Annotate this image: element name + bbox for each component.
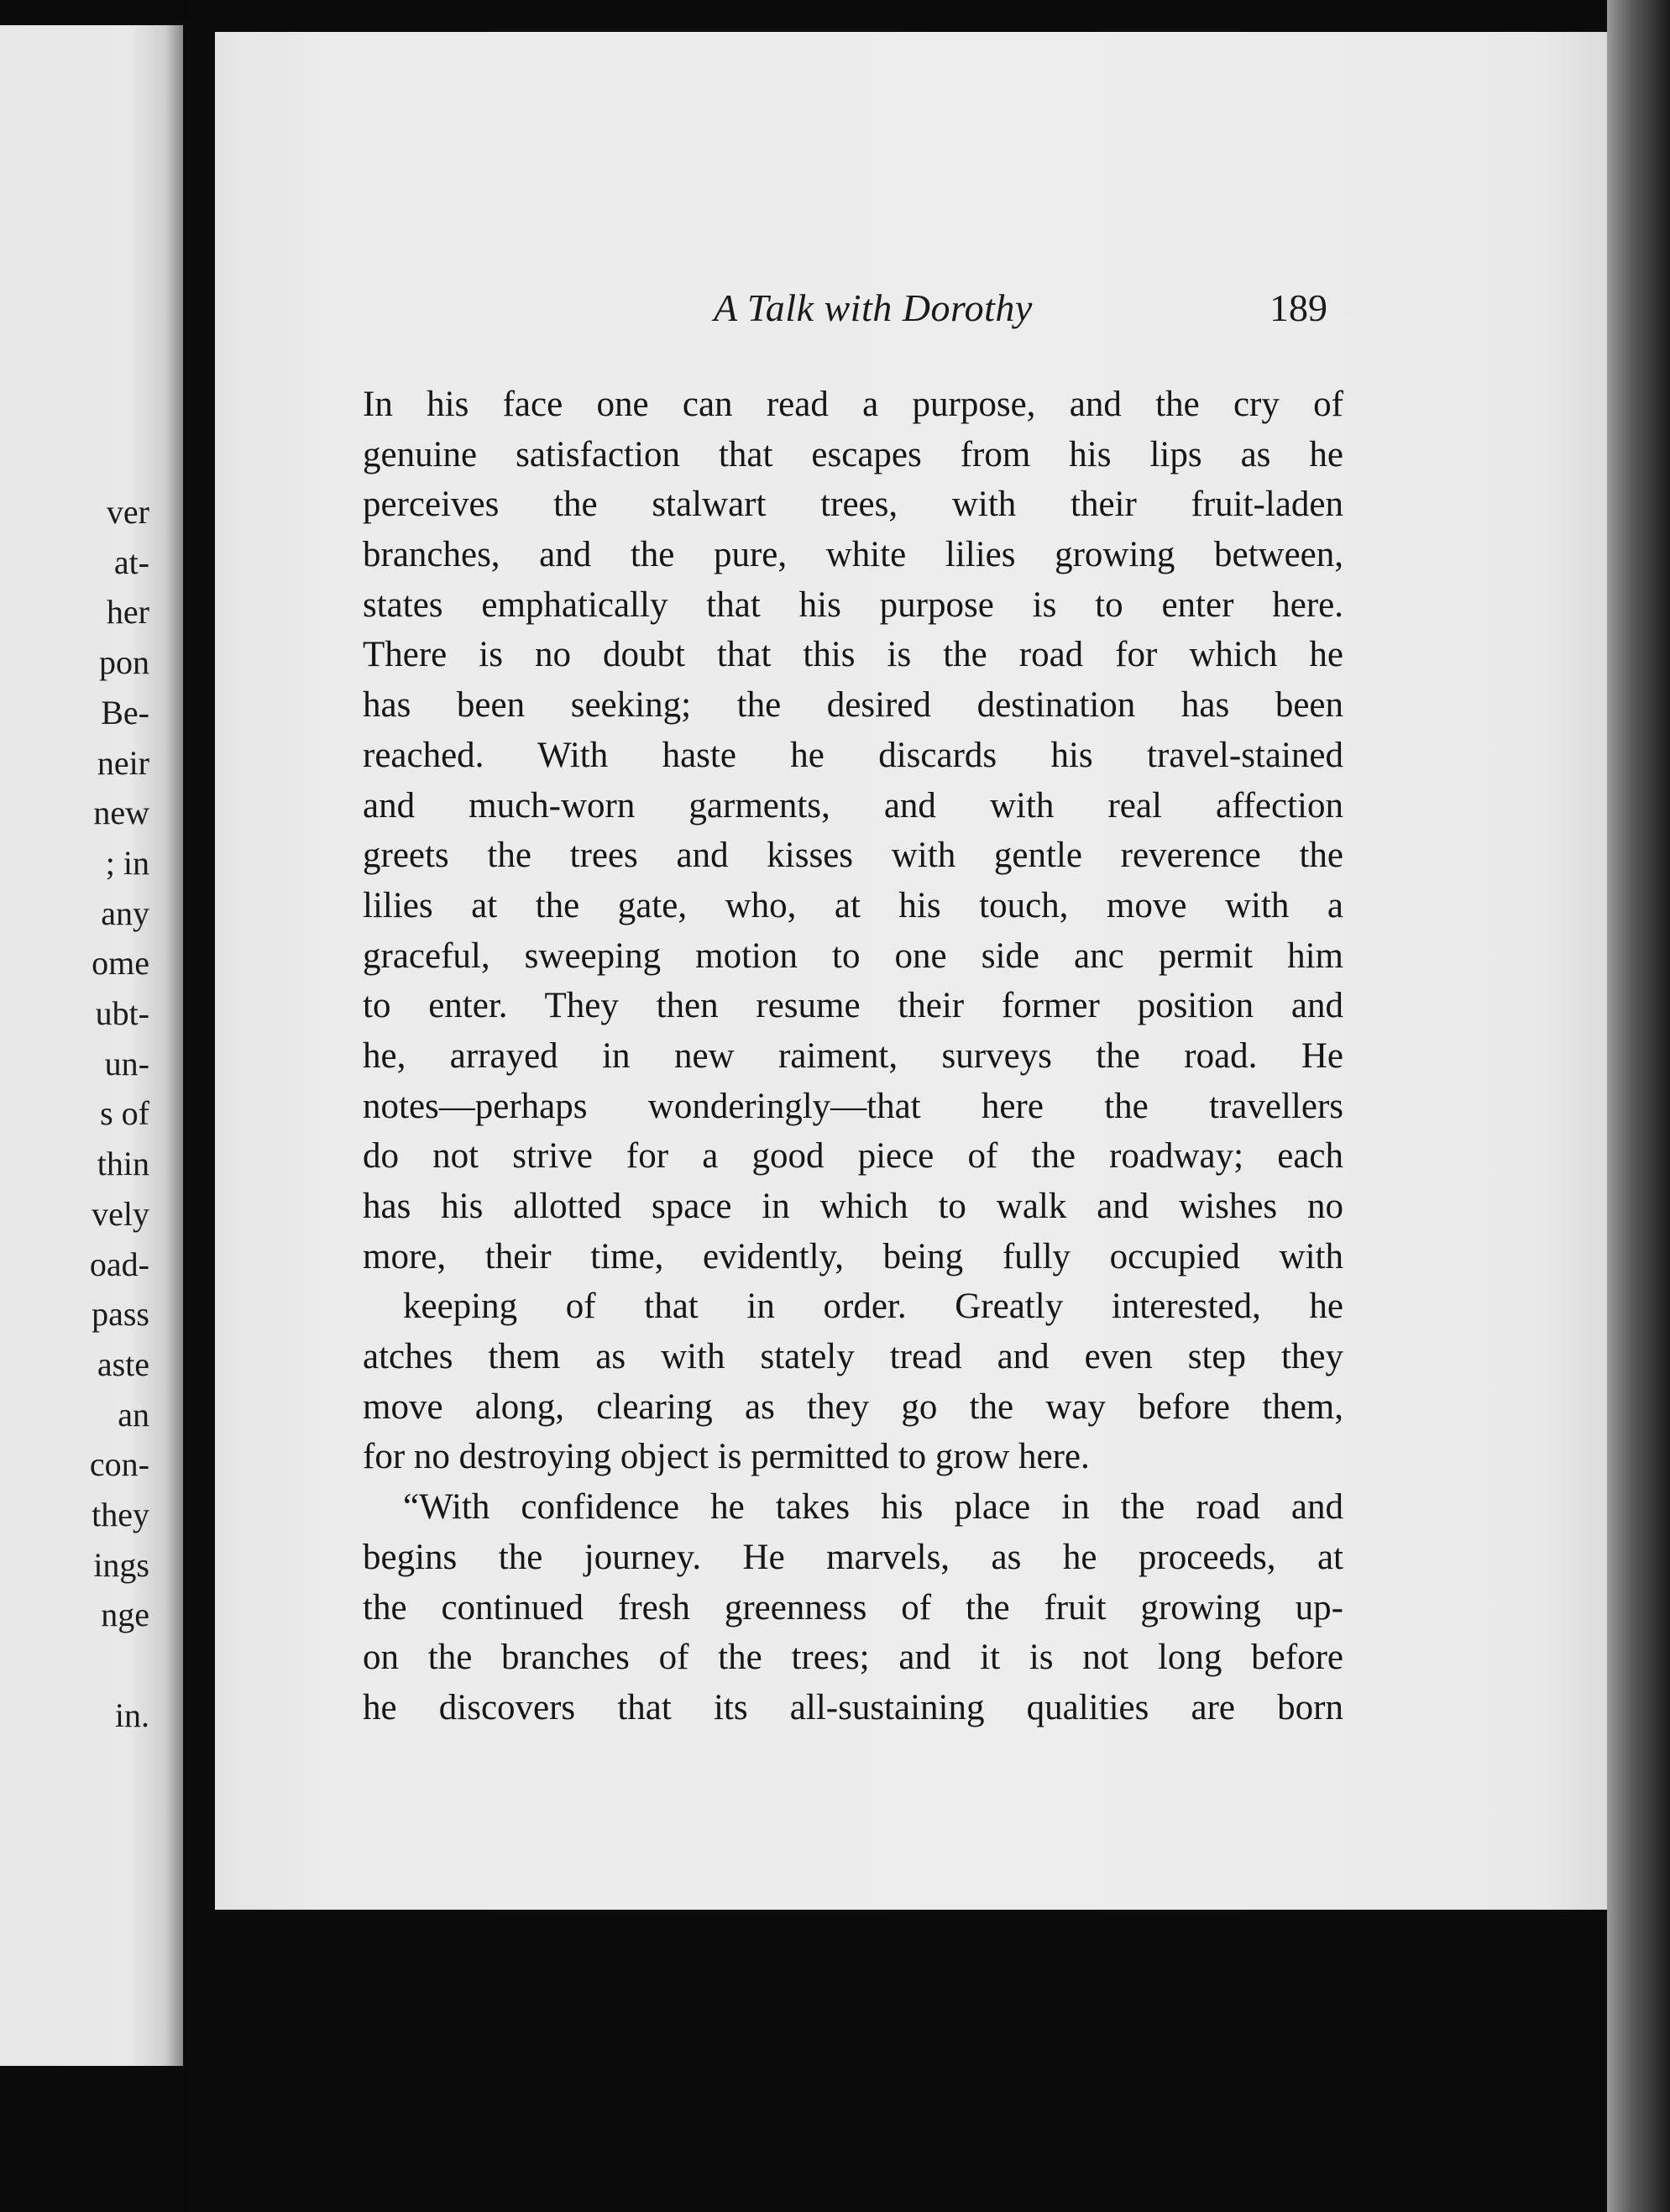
previous-page-line: vely [92, 1194, 149, 1233]
text-line: atches them as with stately tread and even step they [363, 1337, 1343, 1377]
text-line: branches, and the pure, white lilies growing between, [363, 535, 1343, 575]
previous-page-line: new [93, 794, 149, 832]
running-title: A Talk with Dorothy [714, 286, 1033, 329]
previous-page-line: in. [114, 1696, 149, 1734]
previous-page-line: an [118, 1395, 149, 1434]
text-line: he, arrayed in new raiment, surveys the road. He [363, 1035, 1343, 1076]
previous-page-line: pass [92, 1295, 149, 1334]
text-line: There is no doubt that this is the road for which he [363, 635, 1343, 675]
text-line: the continued fresh greenness of the fruit growing up- [363, 1587, 1343, 1628]
previous-page-line: aste [97, 1344, 149, 1383]
text-line: for no destroying object is permitted to grow here. [363, 1437, 1090, 1477]
previous-page-line: pon [99, 643, 149, 682]
text-line: greets the trees and kisses with gentle reverence the [363, 836, 1343, 876]
text-line: graceful, sweeping motion to one side anc permit him [363, 936, 1343, 976]
text-line: notes—perhaps wonderingly—that here the travellers [363, 1086, 1343, 1126]
text-line: to enter. They then resume their former position and [363, 986, 1343, 1026]
text-line: “With confidence he takes his place in the road and [403, 1487, 1343, 1528]
previous-page-line: her [106, 593, 149, 632]
text-line: genuine satisfaction that escapes from his lips as he [363, 434, 1343, 474]
page-number: 189 [1270, 286, 1327, 329]
text-line: states emphatically that his purpose is to enter here. [363, 584, 1343, 625]
text-line: move along, clearing as they go the way before them, [363, 1386, 1343, 1427]
previous-page-line: nge [101, 1596, 149, 1634]
previous-page-line: any [101, 894, 149, 932]
text-line: has his allotted space in which to walk and wishes no [363, 1187, 1343, 1226]
body-text [363, 380, 1343, 1733]
previous-page-line: ver [106, 493, 149, 531]
text-line: and much-worn garments, and with real affection [363, 785, 1343, 826]
text-line: reached. With haste he discards his travel-stained [363, 735, 1343, 775]
text-line: perceives the stalwart trees, with their fruit-laden [363, 485, 1343, 525]
text-line: do not strive for a good piece of the roadway; each [363, 1136, 1343, 1177]
previous-page-line: thin [97, 1145, 149, 1183]
previous-page-line: un- [104, 1044, 149, 1082]
previous-page-line: ome [92, 944, 149, 983]
previous-page-line: oad- [89, 1245, 149, 1283]
text-line: he discovers that its all-sustaining qualities are born [363, 1687, 1343, 1727]
page-edge-shadow [1607, 0, 1670, 2212]
previous-page-line: they [92, 1496, 149, 1533]
text-line: has been seeking; the desired destination has been [363, 685, 1343, 726]
text-line: more, their time, evidently, being fully occupied with [363, 1236, 1343, 1276]
previous-page-line: neir [97, 743, 149, 782]
text-line: begins the journey. He marvels, as he proceeds, at [363, 1537, 1343, 1577]
text-line: In his face one can read a purpose, and the cry of [363, 385, 1343, 424]
previous-page-fragment [0, 25, 183, 2066]
previous-page-line: con- [89, 1445, 149, 1484]
previous-page-line: ; in [105, 843, 149, 882]
book-gutter [183, 0, 215, 2212]
text-line: lilies at the gate, who, at his touch, move with a [363, 885, 1343, 925]
text-line: on the branches of the trees; and it is not long before [363, 1638, 1343, 1678]
previous-page-line: ubt- [95, 994, 149, 1032]
text-line: keeping of that in order. Greatly interested, he [403, 1287, 1343, 1327]
previous-page-line: s of [100, 1094, 149, 1133]
previous-page-line: Be- [101, 693, 149, 731]
previous-page-line: at- [113, 543, 149, 581]
previous-page-line: ings [93, 1545, 149, 1584]
